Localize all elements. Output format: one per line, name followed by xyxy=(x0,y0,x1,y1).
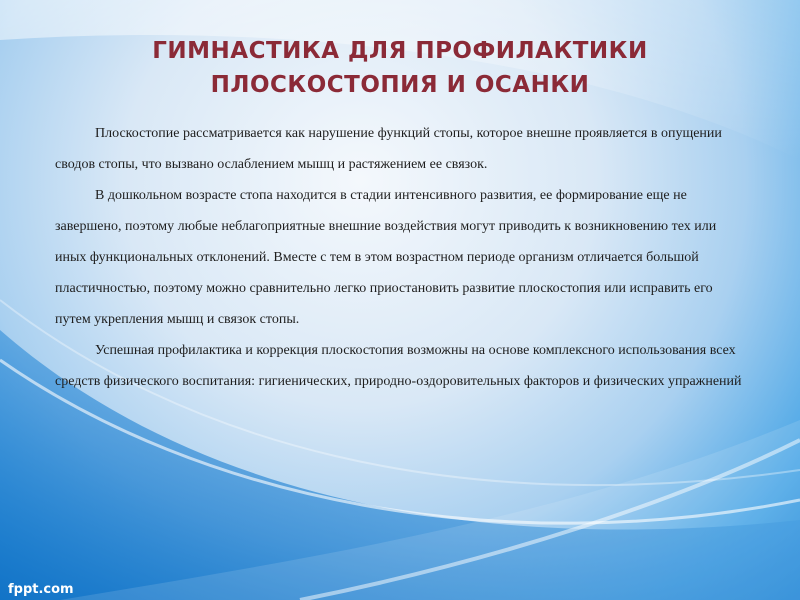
slide-body xyxy=(55,118,745,397)
paragraph: Успешная профилактика и коррекция плоскостопия возможны на основе комплексного использования всех средств физического воспитания: гигиенических, природно-оздоровительных факторов и физических упражнений xyxy=(55,343,742,389)
title-line-1: ГИМНАСТИКА ДЛЯ ПРОФИЛАКТИКИ xyxy=(152,38,648,64)
slide-title xyxy=(60,34,740,102)
paragraph: Плоскостопие рассматривается как нарушение функций стопы, которое внешне проявляется в опущении сводов стопы, что вызвано ослаблением мышц и растяжением ее связок. xyxy=(55,126,722,172)
title-line-2: ПЛОСКОСТОПИЯ И ОСАНКИ xyxy=(210,72,590,98)
paragraph: В дошкольном возрасте стопа находится в стадии интенсивного развития, ее формирование еще не завершено, поэтому любые неблагоприятные внешние воздействия могут приводить к возникновению тех или иных функциональных отклонений. Вместе с тем в этом возрастном периоде организм отличается большой пластичностью, поэтому можно сравнительно легко приостановить развитие плоскостопия или исправить его путем укрепления мышц и связок стопы. xyxy=(55,188,717,327)
footer-watermark: fppt.com xyxy=(8,582,74,597)
